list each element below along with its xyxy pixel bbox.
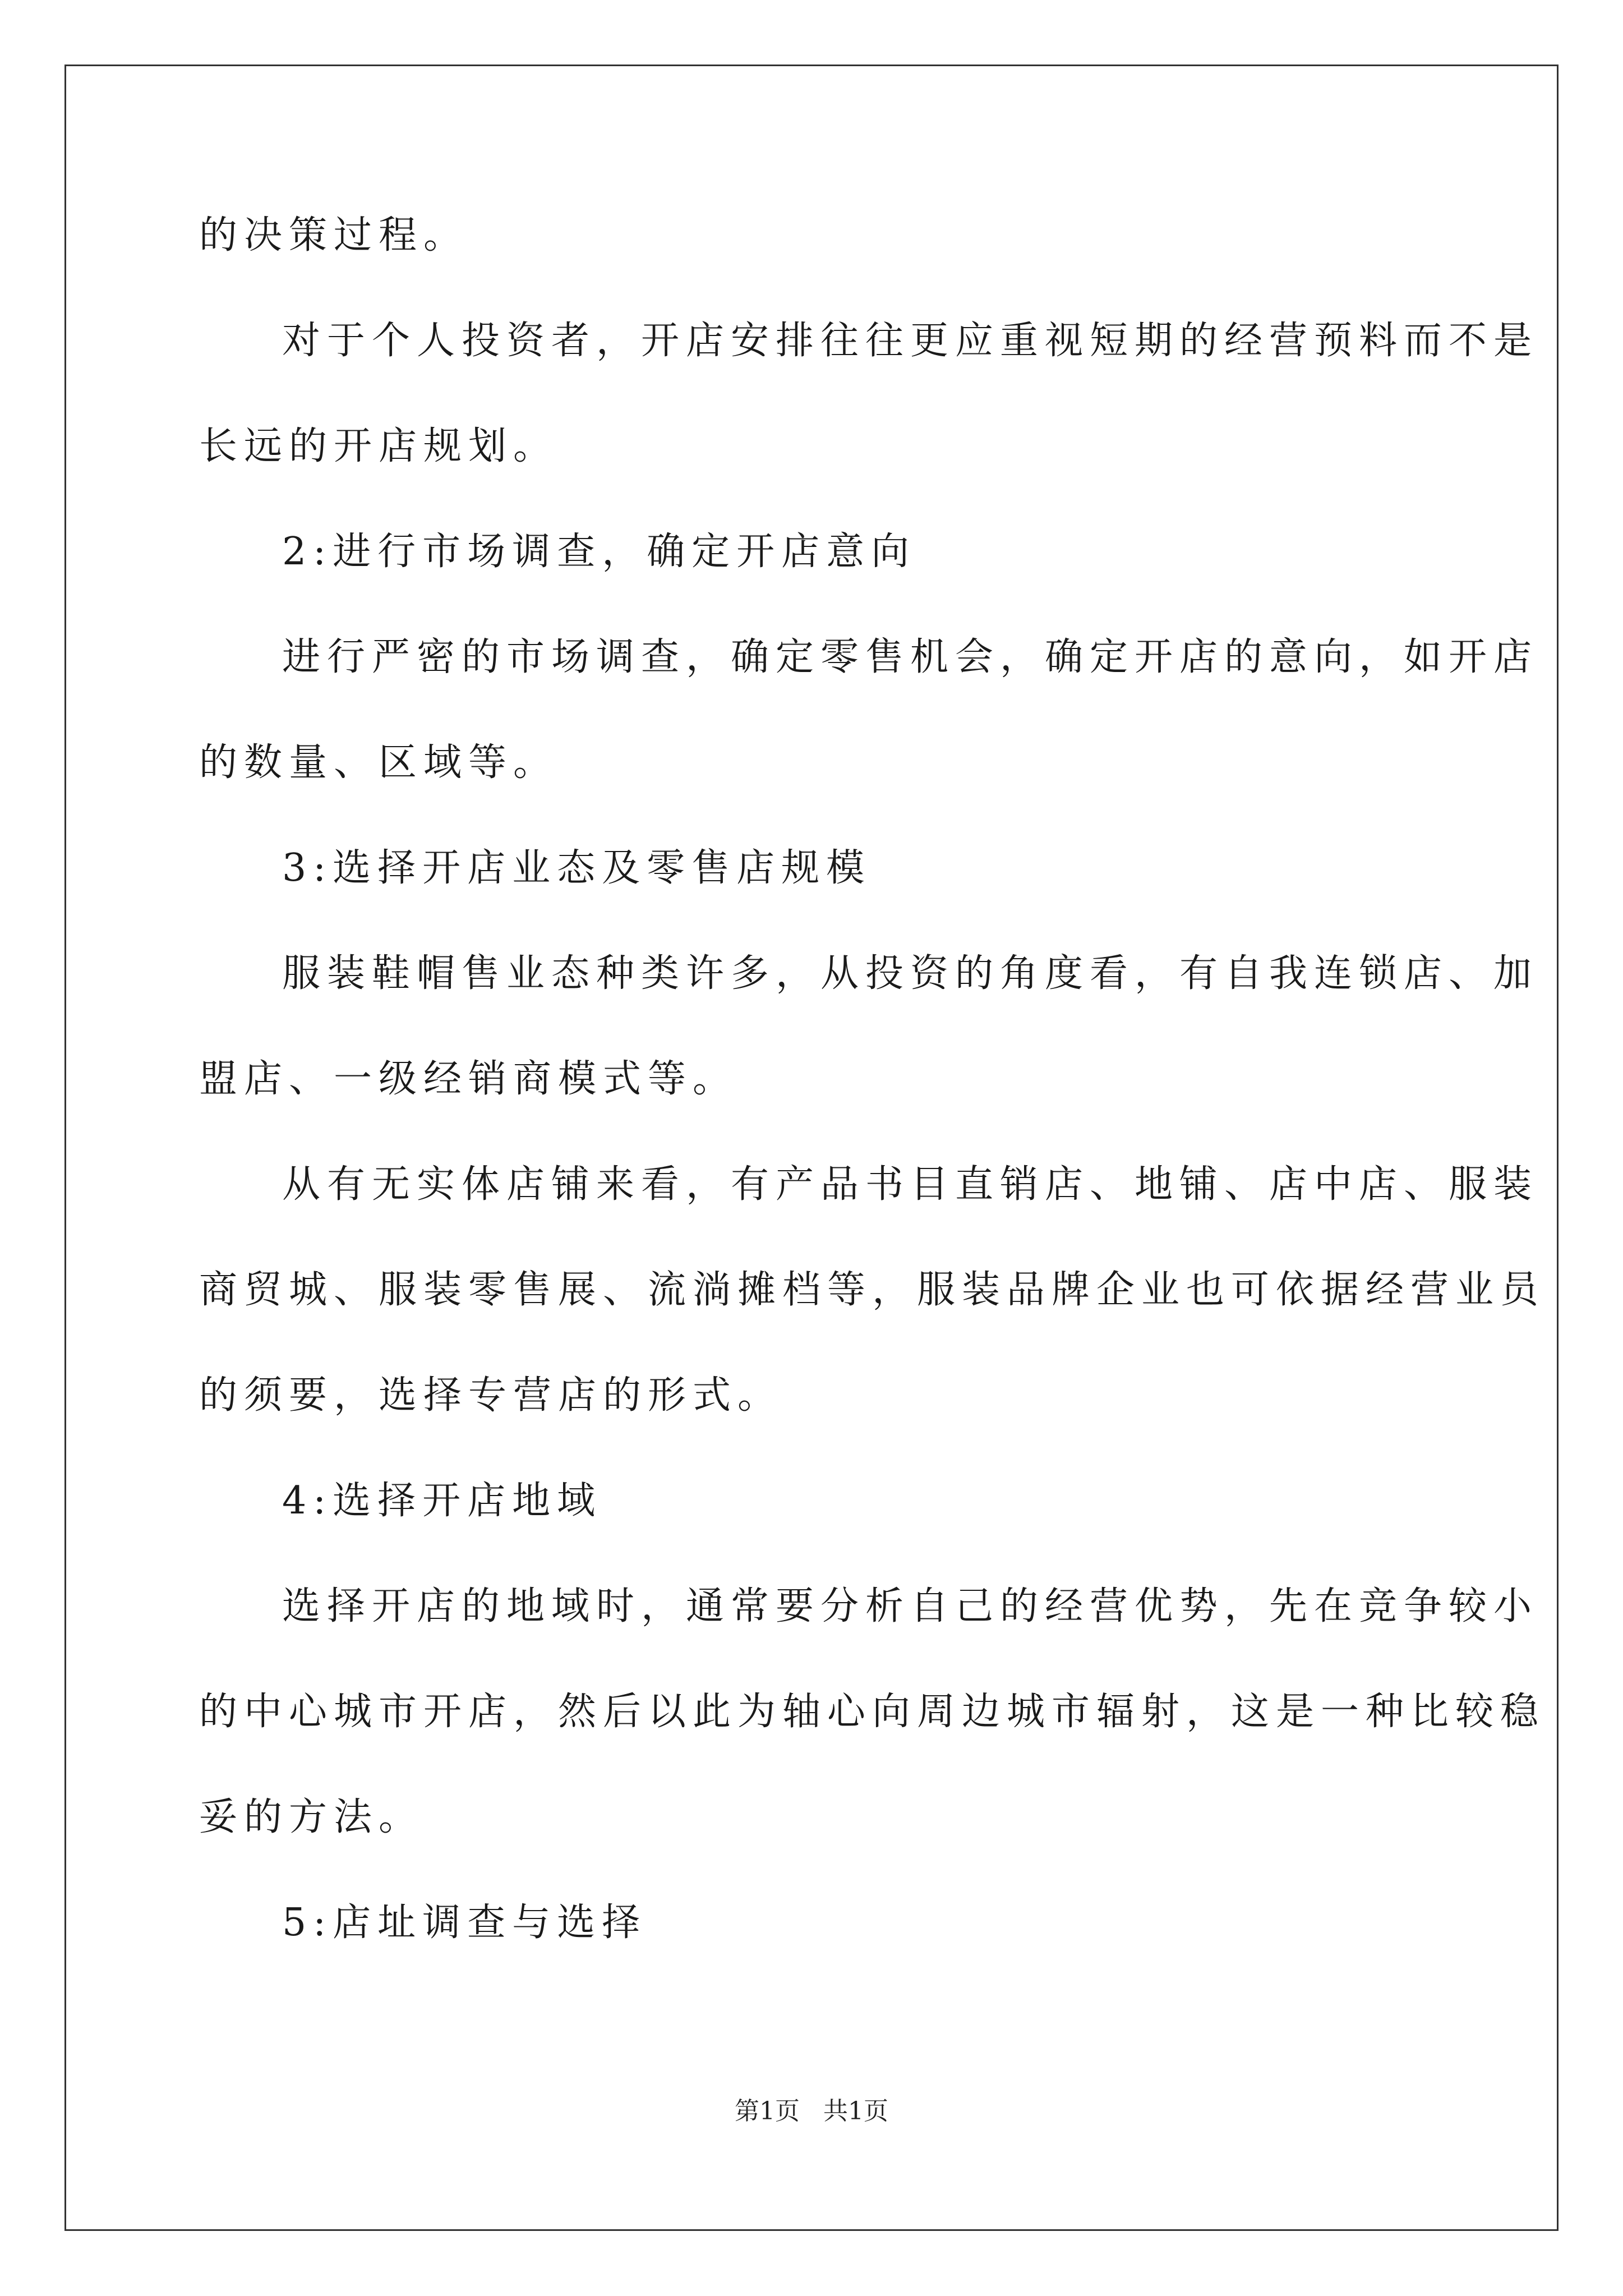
- text-line: 从有无实体店铺来看，有产品书目直销店、地铺、店中店、服装: [282, 1162, 1539, 1207]
- text-line: 的决策过程。: [199, 213, 469, 257]
- section-heading: 4:选择开店地域: [282, 1479, 602, 1523]
- text-line: 商贸城、服装零售展、流淌摊档等，服装品牌企业也可依据经营业员: [199, 1268, 1546, 1312]
- text-line: 的须要，选择专营店的形式。: [199, 1373, 783, 1418]
- section-heading: 5:店址调查与选择: [282, 1901, 647, 1945]
- text-line: 进行严密的市场调查，确定零售机会，确定开店的意向，如开店: [282, 635, 1539, 679]
- text-line: 的数量、区域等。: [199, 740, 559, 785]
- text-line: 的中心城市开店，然后以此为轴心向周边城市辐射，这是一种比较稳: [199, 1690, 1546, 1734]
- text-line: 选择开店的地域时，通常要分析自己的经营优势，先在竞争较小: [282, 1584, 1539, 1628]
- section-heading: 3:选择开店业态及零售店规模: [282, 846, 872, 890]
- text-line: 对于个人投资者，开店安排往往更应重视短期的经营预料而不是: [282, 319, 1539, 363]
- text-line: 服装鞋帽售业态种类许多，从投资的角度看，有自我连锁店、加: [282, 951, 1539, 996]
- text-line: 妥的方法。: [199, 1795, 424, 1839]
- page-number: 第1页 共1页: [735, 2097, 888, 2125]
- text-line: 长远的开店规划。: [199, 424, 559, 468]
- text-line: 盟店、一级经销商模式等。: [199, 1057, 738, 1101]
- section-heading: 2:进行市场调查，确定开店意向: [282, 530, 916, 574]
